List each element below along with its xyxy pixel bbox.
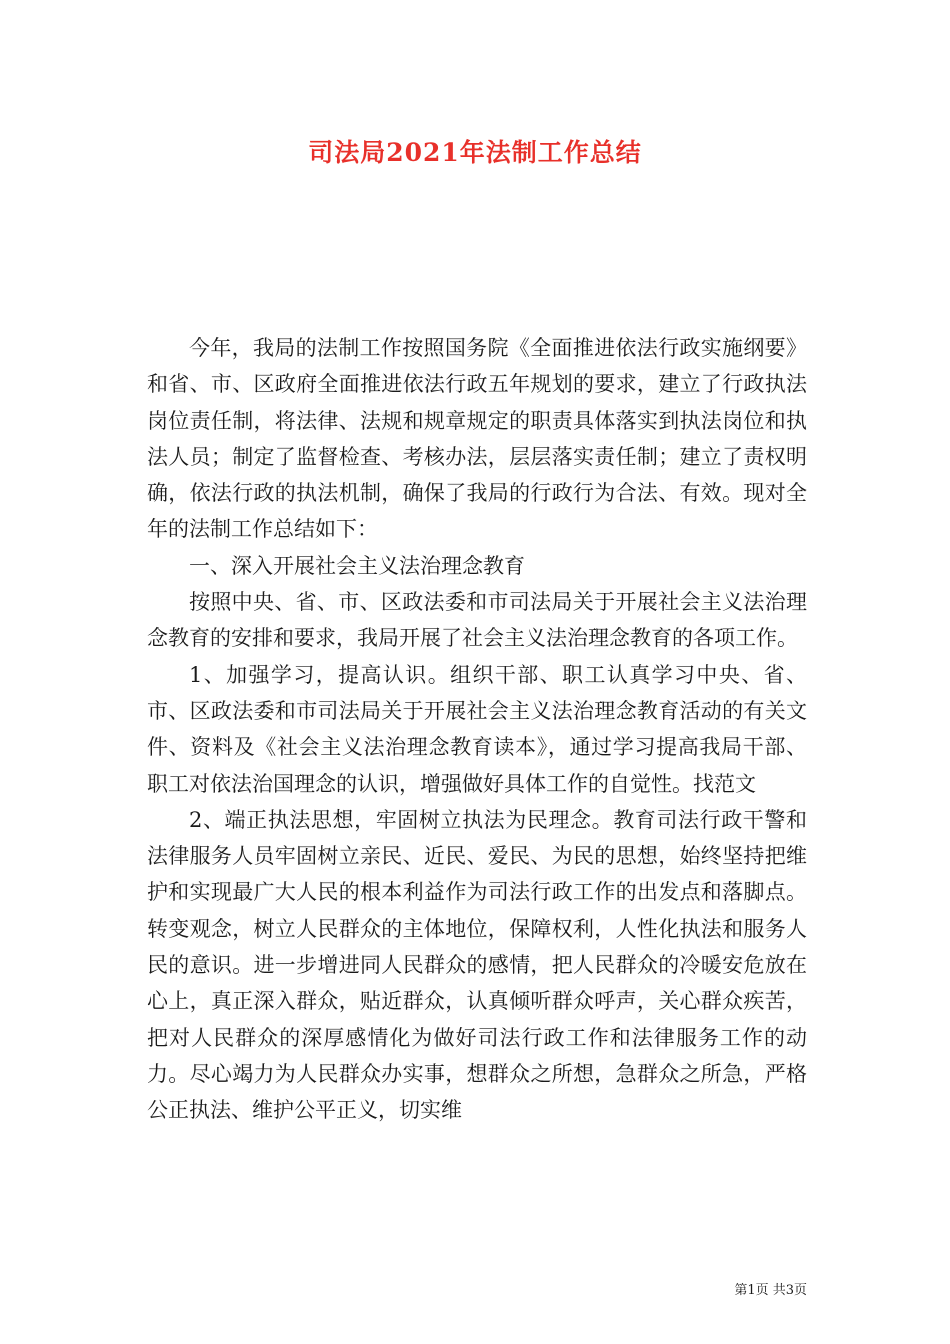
paragraph-item-2: 2、端正执法思想，牢固树立执法为民理念。教育司法行政干警和法律服务人员牢固树立亲民、近民、爱民、为民的思想，始终坚持把维护和实现最广大人民的根本利益作为司法行政工作的出发点和落脚点。转变观念，树立人民群众的主体地位，保障权利，人性化执法和服务人民的意识。进一步增进同人民群众的感情，把人民群众的冷暖安危放在心上，真正深入群众，贴近群众，认真倾听群众呼声，关心群众疾苦，把对人民群众的深厚感情化为做好司法行政工作和法律服务工作的动力。尽心竭力为人民群众办实事，想群众之所想，急群众之所急，严格公正执法、维护公平正义，切实维 [147, 807, 807, 1123]
document-body [147, 330, 807, 1129]
paragraph-item-1: 1、加强学习，提高认识。组织干部、职工认真学习中央、省、市、区政法委和市司法局关于开展社会主义法治理念教育活动的有关文件、资料及《社会主义法治理念教育读本》，通过学习提高我局干部、职工对依法治国理念的认识，增强做好具体工作的自觉性。找范文 [147, 662, 807, 796]
section-heading-1: 一、深入开展社会主义法治理念教育 [189, 553, 525, 578]
document-title: 司法局2021年法制工作总结 [308, 138, 642, 167]
paragraph-section-1: 按照中央、省、市、区政法委和市司法局关于开展社会主义法治理念教育的安排和要求，我局开展了社会主义法治理念教育的各项工作。 [147, 590, 807, 651]
page-number: 第1页 共3页 [734, 1283, 807, 1298]
paragraph-intro: 今年，我局的法制工作按照国务院《全面推进依法行政实施纲要》和省、市、区政府全面推进依法行政五年规划的要求，建立了行政执法岗位责任制，将法律、法规和规章规定的职责具体落实到执法岗位和执法人员；制定了监督检查、考核办法，层层落实责任制；建立了责权明确，依法行政的执法机制，确保了我局的行政行为合法、有效。现对全年的法制工作总结如下： [147, 336, 807, 542]
